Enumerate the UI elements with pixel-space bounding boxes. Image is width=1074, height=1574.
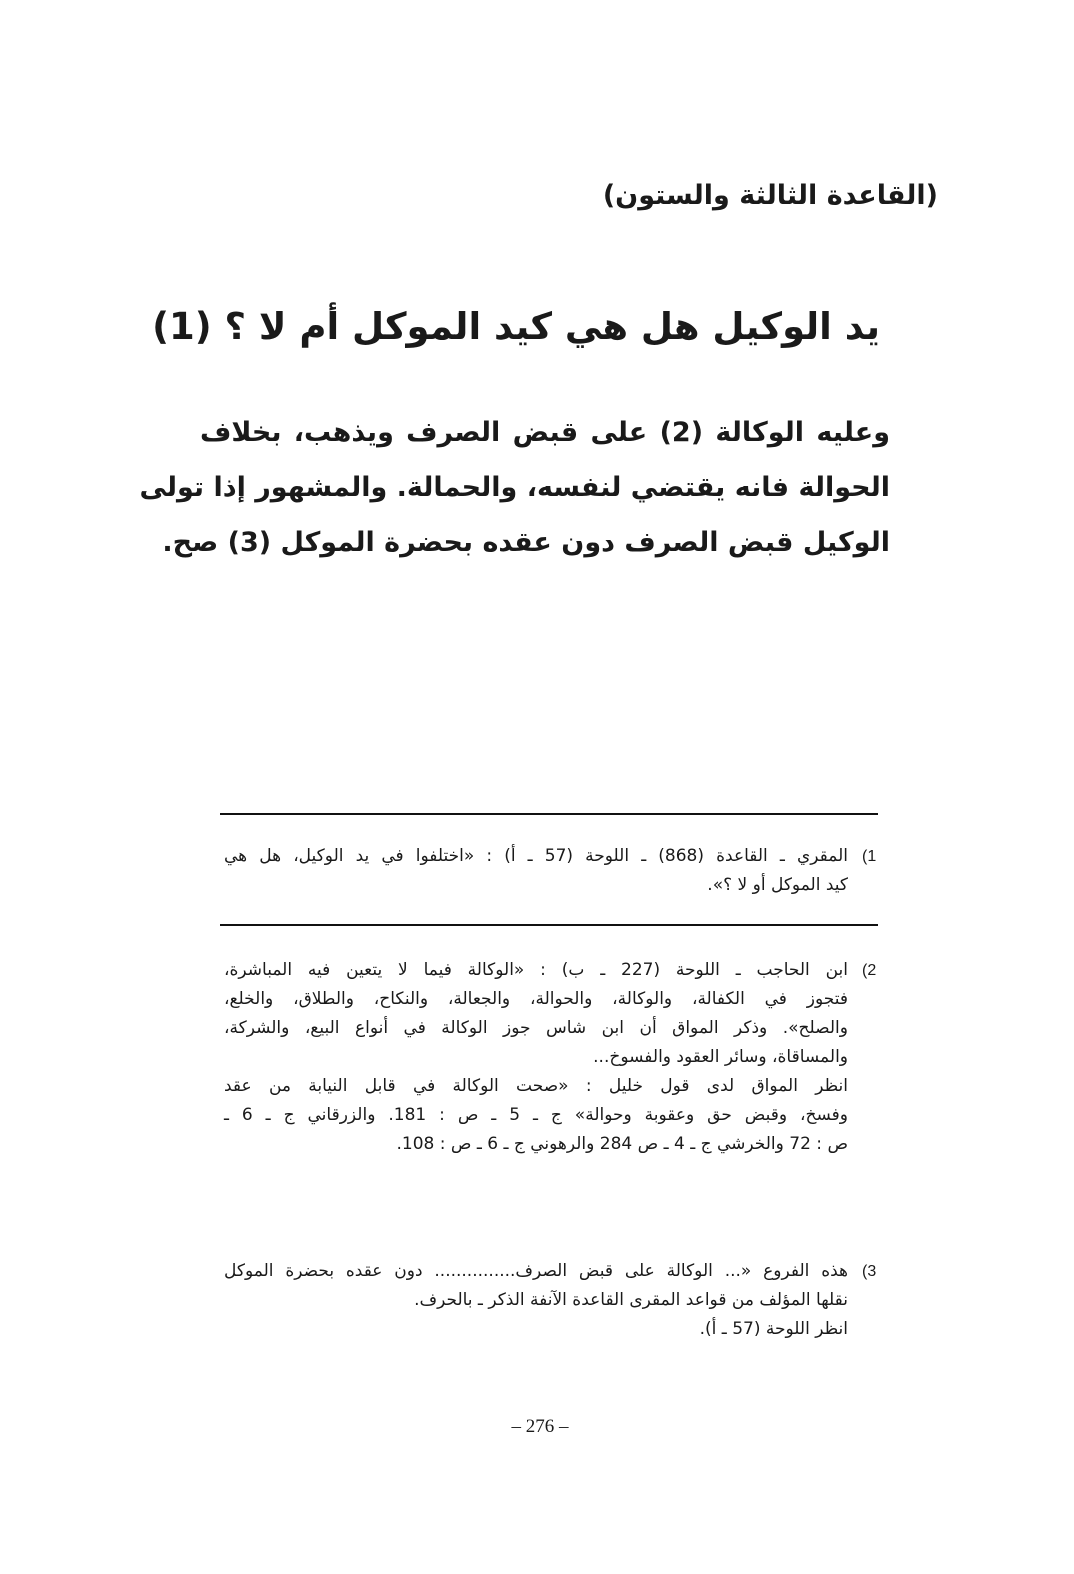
footnote-divider	[220, 924, 878, 926]
footnote-divider	[220, 813, 878, 815]
footnote-number: (2	[862, 962, 877, 979]
footnote-line: المقري ـ القاعدة (868) ـ اللوحة (57 ـ أ) : «اختلفوا في يد الوكيل، هل هي	[224, 846, 848, 866]
footnote-line: فتجوز في الكفالة، والوكالة، والحوالة، والجعالة، والنكاح، والطلاق، والخلع،	[224, 989, 848, 1009]
footnote-line: ص : 72 والخرشي ج ـ 4 ـ ص 284 والرهوني ج ـ 6 ـ ص : 108.	[396, 1134, 848, 1154]
footnote-line: وفسخ، وقبض حق وعقوبة وحوالة» ج ـ 5 ـ ص : 181. والزرقاني ج ـ 6 ـ	[224, 1105, 848, 1125]
footnote-number: (1	[862, 848, 877, 865]
footnote-line: والمساقاة، وسائر العقود والفسوخ...	[593, 1047, 848, 1067]
footnote-line: انظر المواق لدى قول خليل : «صحت الوكالة في قابل النيابة من عقد	[224, 1076, 848, 1096]
footnote-line: كيد الموكل أو لا ؟».	[707, 875, 848, 895]
footnote-3	[200, 1257, 890, 1347]
footnote-line: والصلح». وذكر المواق أن ابن شاس جوز الوكالة في أنواع البيع، والشركة،	[224, 1018, 848, 1038]
paragraph-line: الوكيل قبض الصرف دون عقده بحضرة الموكل (3) صح.	[162, 527, 890, 558]
rule-title: يد الوكيل هل هي كيد الموكل أم لا ؟ (1)	[152, 305, 880, 348]
page-number: – 276 –	[511, 1416, 569, 1437]
main-paragraph	[139, 405, 890, 570]
footnote-line: هذه الفروع «... الوكالة على قبض الصرف............... دون عقده بحضرة الموكل	[224, 1261, 848, 1281]
footnote-2	[200, 956, 890, 1166]
footnote-1	[200, 842, 890, 902]
footnote-line: انظر اللوحة (57 ـ أ).	[699, 1319, 848, 1339]
footnote-number: (3	[862, 1263, 877, 1280]
footnote-line: نقلها المؤلف من قواعد المقرى القاعدة الآنفة الذكر ـ بالحرف.	[414, 1290, 848, 1310]
rule-heading: (القاعدة الثالثة والستون)	[602, 180, 938, 211]
footnote-line: ابن الحاجب ـ اللوحة (227 ـ ب) : «الوكالة فيما لا يتعين فيه المباشرة،	[224, 960, 848, 980]
paragraph-line: الحوالة فانه يقتضي لنفسه، والحمالة. والمشهور إذا تولى	[139, 472, 890, 503]
paragraph-line: وعليه الوكالة (2) على قبض الصرف ويذهب، بخلاف	[200, 417, 890, 448]
